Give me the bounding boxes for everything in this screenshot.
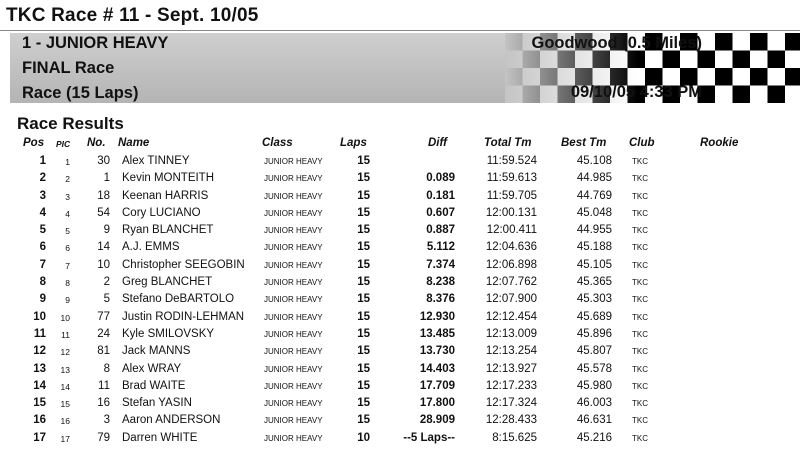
cell-class: JUNIOR HEAVY [264, 329, 323, 339]
cell-total: 12:17.233 [485, 379, 537, 392]
cell-best: 45.216 [576, 431, 612, 444]
cell-best: 46.631 [576, 414, 612, 427]
cell-pic: 1 [65, 157, 70, 167]
cell-diff: 0.607 [426, 206, 455, 219]
cell-pos: 3 [39, 189, 46, 202]
cell-pic: 5 [65, 226, 70, 237]
cell-pic: 13 [60, 364, 70, 375]
cell-club: TKC [632, 260, 648, 270]
cell-pic: 2 [65, 174, 70, 185]
cell-name: Alex TINNEY [122, 155, 190, 167]
cell-class: JUNIOR HEAVY [264, 260, 323, 270]
cell-best: 45.689 [576, 310, 612, 323]
col-rookie: Rookie [700, 137, 739, 149]
cell-total: 12:13.009 [485, 327, 537, 340]
cell-no: 10 [97, 258, 110, 271]
col-no: No. [87, 137, 106, 149]
cell-class: JUNIOR HEAVY [264, 191, 323, 201]
col-pic: PIC [56, 139, 71, 149]
cell-pos: 8 [39, 276, 46, 289]
cell-class: JUNIOR HEAVY [264, 364, 323, 374]
cell-pic: 9 [65, 295, 70, 306]
cell-no: 24 [97, 327, 110, 340]
cell-total: 12:04.636 [485, 241, 537, 254]
cell-no: 1 [103, 172, 110, 185]
col-name: Name [118, 137, 150, 149]
cell-laps: 10 [357, 431, 370, 444]
cell-total: 11:59.705 [486, 189, 537, 202]
cell-pos: 1 [39, 155, 46, 167]
cell-laps: 15 [357, 258, 370, 271]
table-row [0, 345, 800, 362]
cell-best: 45.108 [576, 155, 612, 167]
cell-no: 18 [97, 189, 110, 202]
cell-name: Kevin MONTEITH [122, 172, 215, 185]
cell-pos: 12 [33, 345, 46, 358]
cell-class: JUNIOR HEAVY [264, 226, 323, 236]
session-name: FINAL Race [22, 59, 115, 77]
race-datetime: 09/10/05 4:33 PM [570, 83, 702, 101]
cell-total: 11:59.524 [486, 155, 537, 167]
cell-pic: 7 [65, 260, 70, 271]
table-row [0, 380, 800, 397]
cell-no: 79 [97, 431, 110, 444]
cell-diff: 0.887 [426, 224, 455, 237]
cell-pos: 7 [39, 258, 46, 271]
cell-class: JUNIOR HEAVY [264, 174, 323, 184]
cell-pos: 11 [33, 327, 46, 340]
col-club: Club [629, 137, 655, 149]
table-row [0, 190, 800, 207]
cell-pic: 14 [60, 381, 70, 392]
cell-name: Greg BLANCHET [122, 276, 213, 289]
cell-laps: 15 [357, 362, 370, 375]
cell-pic: 6 [65, 243, 70, 254]
cell-no: 9 [103, 224, 110, 237]
cell-class: JUNIOR HEAVY [264, 295, 323, 305]
cell-total: 12:28.433 [485, 414, 537, 427]
cell-diff: 28.909 [419, 414, 455, 427]
table-row [0, 224, 800, 241]
cell-class: JUNIOR HEAVY [264, 157, 323, 166]
cell-diff: --5 Laps-- [403, 431, 455, 444]
cell-no: 3 [103, 414, 110, 427]
table-row [0, 172, 800, 189]
cell-pos: 2 [39, 172, 46, 185]
table-row [0, 363, 800, 380]
cell-pic: 12 [60, 347, 70, 358]
cell-diff: 17.709 [419, 379, 455, 392]
cell-diff: 17.800 [419, 397, 455, 410]
cell-best: 45.188 [576, 241, 612, 254]
cell-total: 12:00.411 [486, 224, 537, 237]
cell-best: 45.365 [576, 276, 612, 289]
table-row [0, 276, 800, 293]
event-banner [10, 33, 800, 103]
cell-total: 12:13.927 [485, 362, 537, 375]
cell-club: TKC [632, 364, 648, 374]
cell-club: TKC [632, 174, 648, 184]
cell-name: Christopher SEEGOBIN [122, 258, 245, 271]
cell-diff: 13.485 [419, 327, 455, 340]
cell-laps: 15 [357, 310, 370, 323]
cell-diff: 8.376 [426, 293, 455, 306]
table-row [0, 293, 800, 310]
cell-name: Kyle SMILOVSKY [122, 327, 215, 340]
col-diff: Diff [428, 137, 447, 149]
cell-club: TKC [632, 226, 648, 236]
cell-club: TKC [632, 433, 648, 443]
col-total: Total Tm [484, 137, 532, 149]
cell-pos: 5 [39, 224, 46, 237]
cell-best: 45.048 [576, 206, 612, 219]
cell-diff: 14.403 [419, 362, 455, 375]
cell-best: 45.980 [576, 379, 612, 392]
cell-pos: 16 [33, 414, 46, 427]
event-class: 1 - JUNIOR HEAVY [22, 34, 169, 52]
cell-class: JUNIOR HEAVY [264, 208, 323, 218]
cell-pos: 10 [33, 310, 46, 323]
cell-best: 45.578 [576, 362, 612, 375]
cell-diff: 8.238 [426, 276, 455, 289]
cell-diff: 7.374 [426, 258, 455, 271]
cell-name: Aaron ANDERSON [122, 414, 221, 427]
cell-club: TKC [632, 416, 648, 426]
table-row [0, 397, 800, 414]
cell-pos: 17 [33, 431, 46, 444]
cell-total: 11:59.613 [486, 172, 537, 185]
cell-class: JUNIOR HEAVY [264, 312, 323, 322]
cell-pic: 17 [60, 433, 70, 444]
cell-laps: 15 [357, 155, 370, 167]
cell-laps: 15 [357, 414, 370, 427]
cell-diff: 5.112 [426, 241, 455, 254]
cell-diff: 12.930 [419, 310, 455, 323]
cell-no: 81 [97, 345, 110, 358]
cell-total: 12:13.254 [485, 345, 537, 358]
cell-best: 44.985 [576, 172, 612, 185]
cell-laps: 15 [357, 206, 370, 219]
cell-total: 12:07.900 [485, 293, 537, 306]
cell-club: TKC [632, 399, 648, 409]
cell-pic: 15 [60, 399, 70, 410]
cell-pic: 3 [65, 191, 70, 202]
cell-no: 11 [98, 379, 110, 392]
cell-club: TKC [632, 278, 648, 288]
track-name: Goodwood (0.5 Miles) [531, 34, 702, 52]
table-row [0, 155, 800, 172]
cell-total: 12:07.762 [485, 276, 537, 289]
results-header [0, 137, 800, 153]
cell-laps: 15 [357, 293, 370, 306]
title-rule [0, 30, 800, 31]
cell-class: JUNIOR HEAVY [264, 416, 323, 426]
cell-no: 2 [103, 276, 110, 289]
cell-name: Darren WHITE [122, 431, 198, 444]
cell-pos: 14 [33, 379, 46, 392]
table-row [0, 311, 800, 328]
cell-club: TKC [632, 191, 648, 201]
cell-best: 46.003 [576, 397, 612, 410]
table-row [0, 414, 800, 431]
cell-pic: 4 [65, 208, 70, 219]
cell-club: TKC [632, 347, 648, 357]
cell-club: TKC [632, 243, 648, 253]
cell-laps: 15 [357, 241, 370, 254]
cell-best: 45.807 [576, 345, 612, 358]
table-row [0, 328, 800, 345]
cell-name: Stefan YASIN [122, 397, 192, 410]
cell-no: 5 [103, 293, 110, 306]
cell-pic: 10 [60, 312, 70, 323]
cell-class: JUNIOR HEAVY [264, 399, 323, 409]
cell-name: Keenan HARRIS [122, 189, 209, 202]
cell-laps: 15 [357, 327, 370, 340]
cell-total: 8:15.625 [492, 431, 537, 444]
cell-pic: 16 [60, 416, 70, 427]
cell-name: A.J. EMMS [122, 241, 180, 254]
cell-name: Jack MANNS [122, 345, 191, 358]
cell-name: Stefano DeBARTOLO [122, 293, 235, 306]
cell-no: 14 [97, 241, 110, 254]
cell-name: Ryan BLANCHET [122, 224, 214, 237]
cell-laps: 15 [357, 397, 370, 410]
cell-class: JUNIOR HEAVY [264, 433, 323, 443]
cell-club: TKC [632, 381, 648, 391]
cell-diff: 0.181 [426, 189, 455, 202]
cell-best: 45.105 [576, 258, 612, 271]
cell-total: 12:00.131 [485, 206, 537, 219]
race-length: Race (15 Laps) [22, 84, 139, 102]
cell-pos: 4 [39, 206, 46, 219]
cell-pos: 9 [39, 293, 46, 306]
cell-total: 12:17.324 [485, 397, 537, 410]
cell-no: 54 [97, 206, 110, 219]
col-best: Best Tm [561, 137, 607, 149]
table-row [0, 241, 800, 258]
cell-club: TKC [632, 312, 648, 322]
cell-laps: 15 [357, 189, 370, 202]
cell-club: TKC [632, 295, 648, 305]
cell-pos: 15 [33, 397, 46, 410]
cell-class: JUNIOR HEAVY [264, 243, 323, 253]
cell-name: Brad WAITE [122, 379, 186, 392]
cell-laps: 15 [357, 276, 370, 289]
cell-laps: 15 [357, 224, 370, 237]
cell-class: JUNIOR HEAVY [264, 347, 323, 357]
cell-club: TKC [632, 329, 648, 339]
col-class: Class [262, 137, 293, 149]
cell-best: 44.769 [576, 189, 612, 202]
cell-no: 30 [97, 155, 110, 167]
cell-no: 8 [103, 362, 110, 375]
section-title: Race Results [17, 114, 124, 133]
cell-club: TKC [632, 208, 648, 218]
cell-class: JUNIOR HEAVY [264, 381, 323, 391]
results-table [0, 155, 800, 449]
cell-laps: 15 [357, 172, 370, 185]
cell-pos: 6 [39, 241, 46, 254]
table-row [0, 259, 800, 276]
cell-pic: 8 [65, 278, 70, 289]
col-pos: Pos [23, 137, 45, 149]
cell-diff: 0.089 [426, 172, 455, 185]
cell-best: 45.896 [576, 327, 612, 340]
cell-club: TKC [632, 157, 648, 166]
cell-best: 45.303 [576, 293, 612, 306]
cell-total: 12:12.454 [485, 310, 537, 323]
cell-diff: 13.730 [419, 345, 455, 358]
page-title: TKC Race # 11 - Sept. 10/05 [6, 5, 259, 26]
cell-pos: 13 [33, 362, 46, 375]
cell-class: JUNIOR HEAVY [264, 278, 323, 288]
table-row [0, 432, 800, 449]
cell-total: 12:06.898 [485, 258, 537, 271]
col-laps: Laps [340, 137, 367, 149]
cell-pic: 11 [61, 329, 70, 340]
cell-no: 16 [97, 397, 110, 410]
cell-name: Alex WRAY [122, 362, 182, 375]
cell-name: Justin RODIN-LEHMAN [122, 310, 245, 323]
cell-laps: 15 [357, 345, 370, 358]
cell-laps: 15 [357, 379, 370, 392]
table-row [0, 207, 800, 224]
cell-best: 44.955 [576, 224, 612, 237]
cell-no: 77 [97, 310, 110, 323]
cell-name: Cory LUCIANO [122, 206, 201, 219]
